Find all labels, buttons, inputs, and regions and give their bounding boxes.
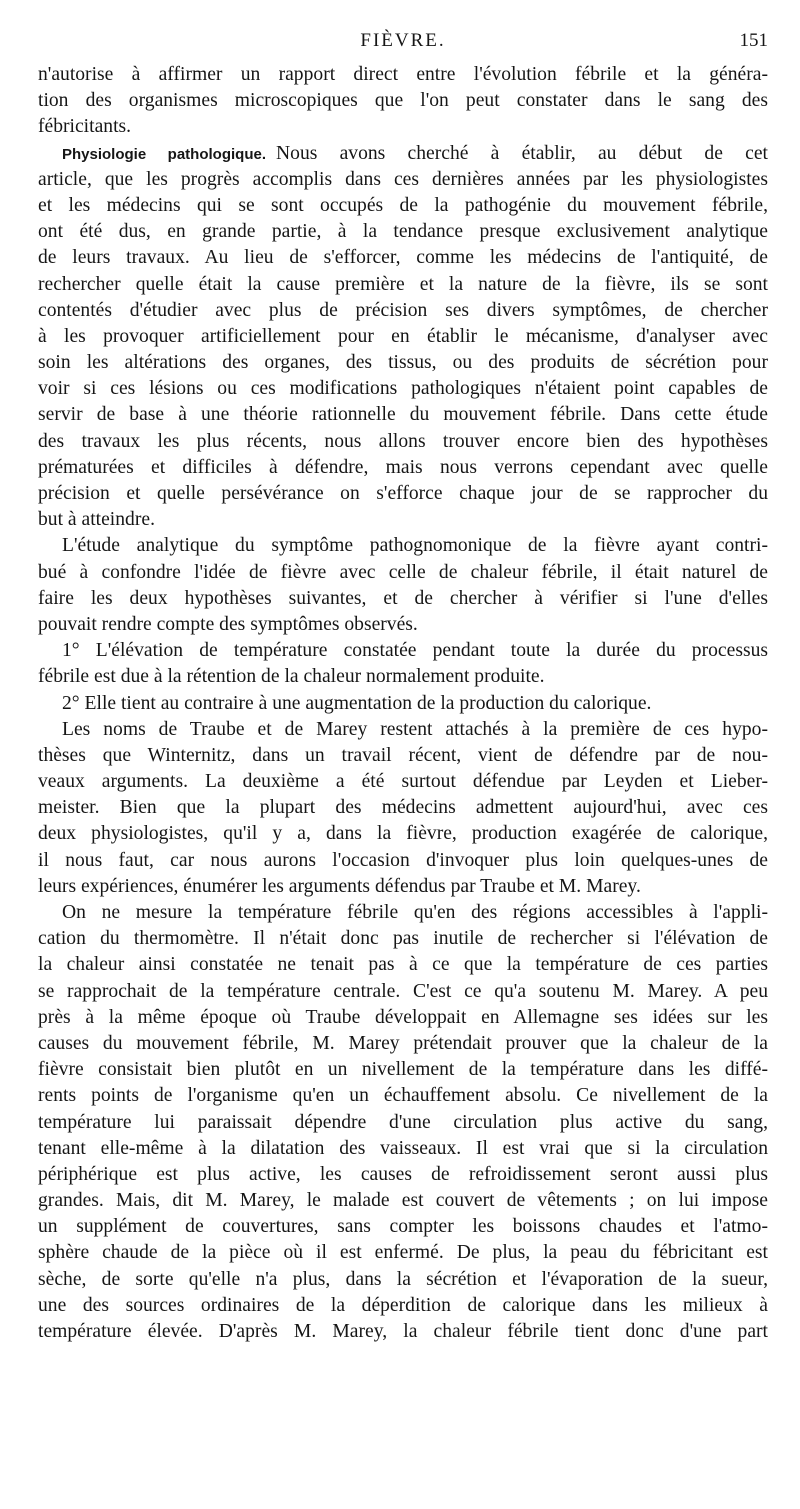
paragraph xyxy=(38,533,768,638)
text-line-content: Nous avons cherché à établir, au début de cet xyxy=(276,142,768,164)
text-line: meister. Bien que la plupart des médecins admettent aujourd'hui, avec ces xyxy=(38,797,768,819)
text-line: précision et quelle persévérance on s'efforce chaque jour de se rapprocher du xyxy=(38,483,768,504)
text-line: faire les deux hypothèses suivantes, et de chercher à vérifier si l'une d'elles xyxy=(38,587,768,609)
text-line: de leurs travaux. Au lieu de s'efforcer, comme les médecins de l'antiquité, de xyxy=(38,247,768,269)
text-line: n'autorise à affirmer un rapport direct entre l'évolution fébrile et la généra- xyxy=(38,64,768,85)
text-line: température élevée. D'après M. Marey, la chaleur fébrile tient donc d'une part xyxy=(38,1321,768,1342)
paragraph xyxy=(38,900,768,1345)
text-line: bué à confondre l'idée de fièvre avec celle de chaleur fébrile, il était naturel de xyxy=(38,561,768,583)
text-line: température lui paraissait dépendre d'une circulation plus active du sang, xyxy=(38,1111,768,1133)
paragraph xyxy=(38,691,768,717)
text-line: périphérique est plus active, les causes de refroidissement seront aussi plus xyxy=(38,1163,768,1185)
text-line: fièvre consistait bien plutôt en un nivellement de la température dans les diffé- xyxy=(38,1059,768,1081)
text-line: se rapprochait de la température centrale. C'est ce qu'a soutenu M. Marey. A peu xyxy=(38,980,768,1002)
text-line: veaux arguments. La deuxième a été surtout défendue par Leyden et Lieber- xyxy=(38,771,768,793)
paragraph xyxy=(38,141,768,534)
running-title: FIÈVRE. xyxy=(360,30,446,51)
text-line: Les noms de Traube et de Marey restent attachés à la première de ces hypo- xyxy=(62,718,768,740)
text-line: 2° Elle tient au contraire à une augmentation de la production du calorique. xyxy=(62,692,652,714)
text-line xyxy=(38,141,768,167)
text-line: article, que les progrès accomplis dans ces dernières années par les physiologistes xyxy=(38,168,768,190)
text-line: leurs expériences, énumérer les arguments défendus par Traube et M. Marey. xyxy=(38,875,641,897)
text-line: grandes. Mais, dit M. Marey, le malade est couvert de vêtements ; on lui impose xyxy=(38,1190,768,1212)
text-line: On ne mesure la température fébrile qu'en des régions accessibles à l'appli- xyxy=(62,902,768,923)
text-line: pouvait rendre compte des symptômes observés. xyxy=(38,613,418,635)
text-line: voir si ces lésions ou ces modifications pathologiques n'étaient point capables de xyxy=(38,378,768,400)
text-line: des travaux les plus récents, nous allons trouver encore bien des hypothèses xyxy=(38,430,768,452)
text-line: près à la même époque où Traube développait en Allemagne ses idées sur les xyxy=(38,1006,768,1028)
text-line: et les médecins qui se sont occupés de la pathogénie du mouvement fébrile, xyxy=(38,194,768,216)
text-line: la chaleur ainsi constatée ne tenait pas à ce que la température de ces parties xyxy=(38,954,768,976)
text-line: L'étude analytique du symptôme pathognomonique de la fièvre ayant contri- xyxy=(62,535,768,557)
text-line: un supplément de couvertures, sans compter les boissons chaudes et l'atmo- xyxy=(38,1216,768,1238)
text-line: but à atteindre. xyxy=(38,509,155,531)
text-line: rents points de l'organisme qu'en un échauffement absolu. Ce nivellement de la xyxy=(38,1085,768,1107)
text-line: contentés d'étudier avec plus de précision ses divers symptômes, de chercher xyxy=(38,299,768,321)
paragraph xyxy=(38,638,768,690)
text-line: sphère chaude de la pièce où il est enfermé. De plus, la peau du fébricitant est xyxy=(38,1242,768,1264)
text-line: fébricitants. xyxy=(38,116,132,138)
text-line: rechercher quelle était la cause première et la nature de la fièvre, ils se sont xyxy=(38,273,768,295)
text-line: une des sources ordinaires de la déperdition de calorique dans les milieux à xyxy=(38,1294,768,1316)
text-line: servir de base à une théorie rationnelle du mouvement fébrile. Dans cette étude xyxy=(38,404,768,426)
text-line: ont été dus, en grande partie, à la tendance presque exclusivement analytique xyxy=(38,221,768,243)
page-header xyxy=(38,30,768,56)
section-rubric: Physiologie pathologique. xyxy=(62,145,266,163)
paragraph xyxy=(38,62,768,141)
body-text xyxy=(38,62,768,1345)
page-number: 151 xyxy=(739,30,768,51)
text-line: prématurées et difficiles à défendre, mais nous verrons cependant avec quelle xyxy=(38,456,768,478)
text-line: deux physiologistes, qu'il y a, dans la fièvre, production exagérée de calorique, xyxy=(38,823,768,845)
text-line: soin les altérations des organes, des tissus, ou des produits de sécrétion pour xyxy=(38,352,768,374)
text-line: 1° L'élévation de température constatée pendant toute la durée du processus xyxy=(62,640,768,662)
text-line: sèche, de sorte qu'elle n'a plus, dans la sécrétion et l'évaporation de la sueur, xyxy=(38,1268,768,1290)
text-line: causes du mouvement fébrile, M. Marey prétendait prouver que la chaleur de la xyxy=(38,1032,768,1054)
text-line: il nous faut, car nous aurons l'occasion d'invoquer plus loin quelques-unes de xyxy=(38,849,768,871)
text-line: à les provoquer artificiellement pour en établir le mécanisme, d'analyser avec xyxy=(38,325,768,347)
text-line: tenant elle-même à la dilatation des vaisseaux. Il est vrai que si la circulation xyxy=(38,1137,768,1159)
paragraph xyxy=(38,717,768,900)
text-line: fébrile est due à la rétention de la chaleur normalement produite. xyxy=(38,666,545,688)
text-line: cation du thermomètre. Il n'était donc pas inutile de rechercher si l'élévation de xyxy=(38,928,768,950)
text-line: thèses que Winternitz, dans un travail récent, vient de défendre par de nou- xyxy=(38,744,768,766)
text-line: tion des organismes microscopiques que l'on peut constater dans le sang des xyxy=(38,90,768,112)
